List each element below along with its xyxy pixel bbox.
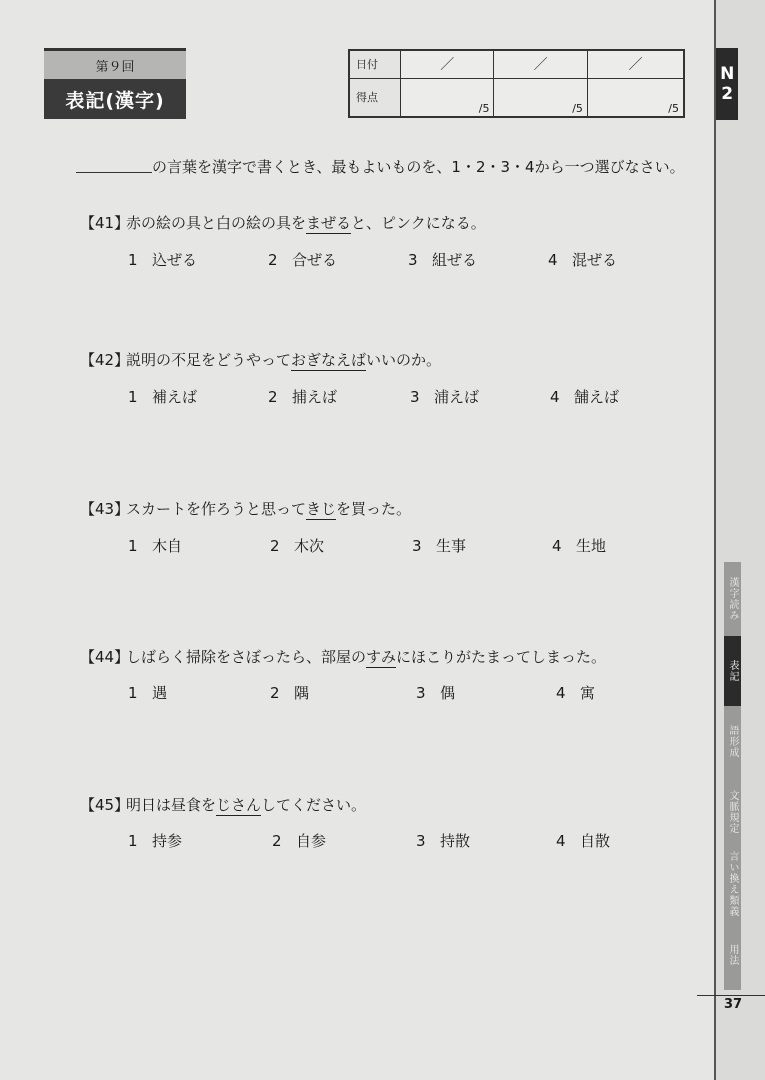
option-text[interactable]: 遇: [152, 684, 168, 702]
option-text[interactable]: 組ぜる: [432, 251, 478, 269]
instruction: [76, 156, 685, 177]
date-label: 日付: [349, 50, 401, 78]
option-number: 3: [416, 832, 426, 850]
question-number: 【45】: [80, 796, 130, 814]
side-tab-context[interactable]: 文脈規定: [724, 776, 741, 849]
option-text[interactable]: 込ぜる: [152, 251, 198, 269]
side-tab-usage[interactable]: 用法: [724, 920, 741, 991]
question: [80, 212, 486, 233]
question-text-pre: スカートを作ろうと思って: [126, 500, 307, 518]
question: [80, 349, 441, 370]
option-number: 2: [272, 832, 282, 850]
underlined-word: おぎなえば: [291, 351, 367, 369]
question-text-post: してください。: [261, 796, 367, 814]
underlined-word: すみ: [366, 648, 397, 666]
date-mark: ／: [440, 57, 455, 74]
page-edge-line: [714, 0, 716, 1080]
option-text[interactable]: 隅: [294, 684, 310, 702]
underline-blank: [76, 158, 152, 173]
option-text[interactable]: 寓: [580, 684, 596, 702]
option-text[interactable]: 持散: [440, 832, 471, 850]
option-number: 4: [548, 251, 558, 269]
option-text[interactable]: 生地: [576, 537, 607, 555]
question-text-post: を買った。: [336, 500, 412, 518]
option-number: 2: [268, 388, 278, 406]
option-number: 4: [552, 537, 562, 555]
date-mark: ／: [533, 57, 548, 74]
underlined-word: まぜる: [306, 214, 352, 232]
option-text[interactable]: 合ぜる: [292, 251, 338, 269]
section-title-box: [44, 48, 186, 119]
question: [80, 646, 606, 667]
score-label: 得点: [349, 78, 401, 117]
question-text-pre: 説明の不足をどうやって: [126, 351, 292, 369]
question: [80, 794, 366, 815]
option-text[interactable]: 木次: [294, 537, 325, 555]
underlined-word: じさん: [216, 796, 262, 814]
side-tab-word-formation[interactable]: 語形成: [724, 706, 741, 777]
option-text[interactable]: 補えば: [152, 388, 198, 406]
question-text-post: いいのか。: [366, 351, 442, 369]
option-number: 3: [416, 684, 426, 702]
question-number: 【44】: [80, 648, 130, 666]
option-number: 1: [128, 832, 138, 850]
option-text[interactable]: 捕えば: [292, 388, 338, 406]
option-number: 2: [270, 684, 280, 702]
option-number: 3: [410, 388, 420, 406]
score-table: [348, 49, 685, 118]
option-number: 1: [128, 251, 138, 269]
option-number: 4: [556, 684, 566, 702]
option-text[interactable]: 混ぜる: [572, 251, 618, 269]
question-text-post: にほこりがたまってしまった。: [396, 648, 607, 666]
date-mark: ／: [628, 57, 643, 74]
question: [80, 498, 411, 519]
option-text[interactable]: 舗えば: [574, 388, 620, 406]
side-tab-kanji-reading[interactable]: 漢字読み: [724, 562, 741, 637]
question-text-pre: 赤の絵の具と白の絵の具を: [126, 214, 307, 232]
option-number: 4: [550, 388, 560, 406]
score-max: /5: [668, 102, 679, 115]
option-text[interactable]: 自参: [296, 832, 327, 850]
option-text[interactable]: 木自: [152, 537, 183, 555]
side-tab-notation[interactable]: 表記: [724, 636, 741, 707]
score-max: /5: [572, 102, 583, 115]
option-number: 1: [128, 537, 138, 555]
question-number: 【42】: [80, 351, 130, 369]
question-text-pre: 明日は昼食を: [126, 796, 217, 814]
option-number: 3: [408, 251, 418, 269]
level-label: N2: [717, 64, 738, 104]
option-number: 4: [556, 832, 566, 850]
question-text-pre: しばらく掃除をさぼったら、部屋の: [126, 648, 367, 666]
section-title: 表記(漢字): [44, 79, 186, 119]
option-text[interactable]: 生事: [436, 537, 467, 555]
option-text[interactable]: 持参: [152, 832, 183, 850]
level-tab: [716, 48, 738, 120]
page-number-rule: [697, 995, 765, 996]
option-text[interactable]: 浦えば: [434, 388, 480, 406]
score-max: /5: [478, 102, 490, 115]
question-number: 【41】: [80, 214, 130, 232]
underlined-word: きじ: [306, 500, 337, 518]
question-number: 【43】: [80, 500, 130, 518]
option-text[interactable]: 自散: [580, 832, 611, 850]
option-number: 1: [128, 684, 138, 702]
option-number: 3: [412, 537, 422, 555]
option-number: 2: [268, 251, 278, 269]
question-text-post: と、ピンクになる。: [351, 214, 486, 232]
instruction-text: の言葉を漢字で書くとき、最もよいものを、1・2・3・4から一つ選びなさい。: [152, 158, 685, 176]
side-tab-paraphrase[interactable]: 言い換え類義: [724, 848, 741, 921]
option-number: 1: [128, 388, 138, 406]
option-number: 2: [270, 537, 280, 555]
option-text[interactable]: 偶: [440, 684, 456, 702]
page-number: 37: [724, 997, 743, 1012]
lesson-number: 第９回: [44, 48, 186, 79]
